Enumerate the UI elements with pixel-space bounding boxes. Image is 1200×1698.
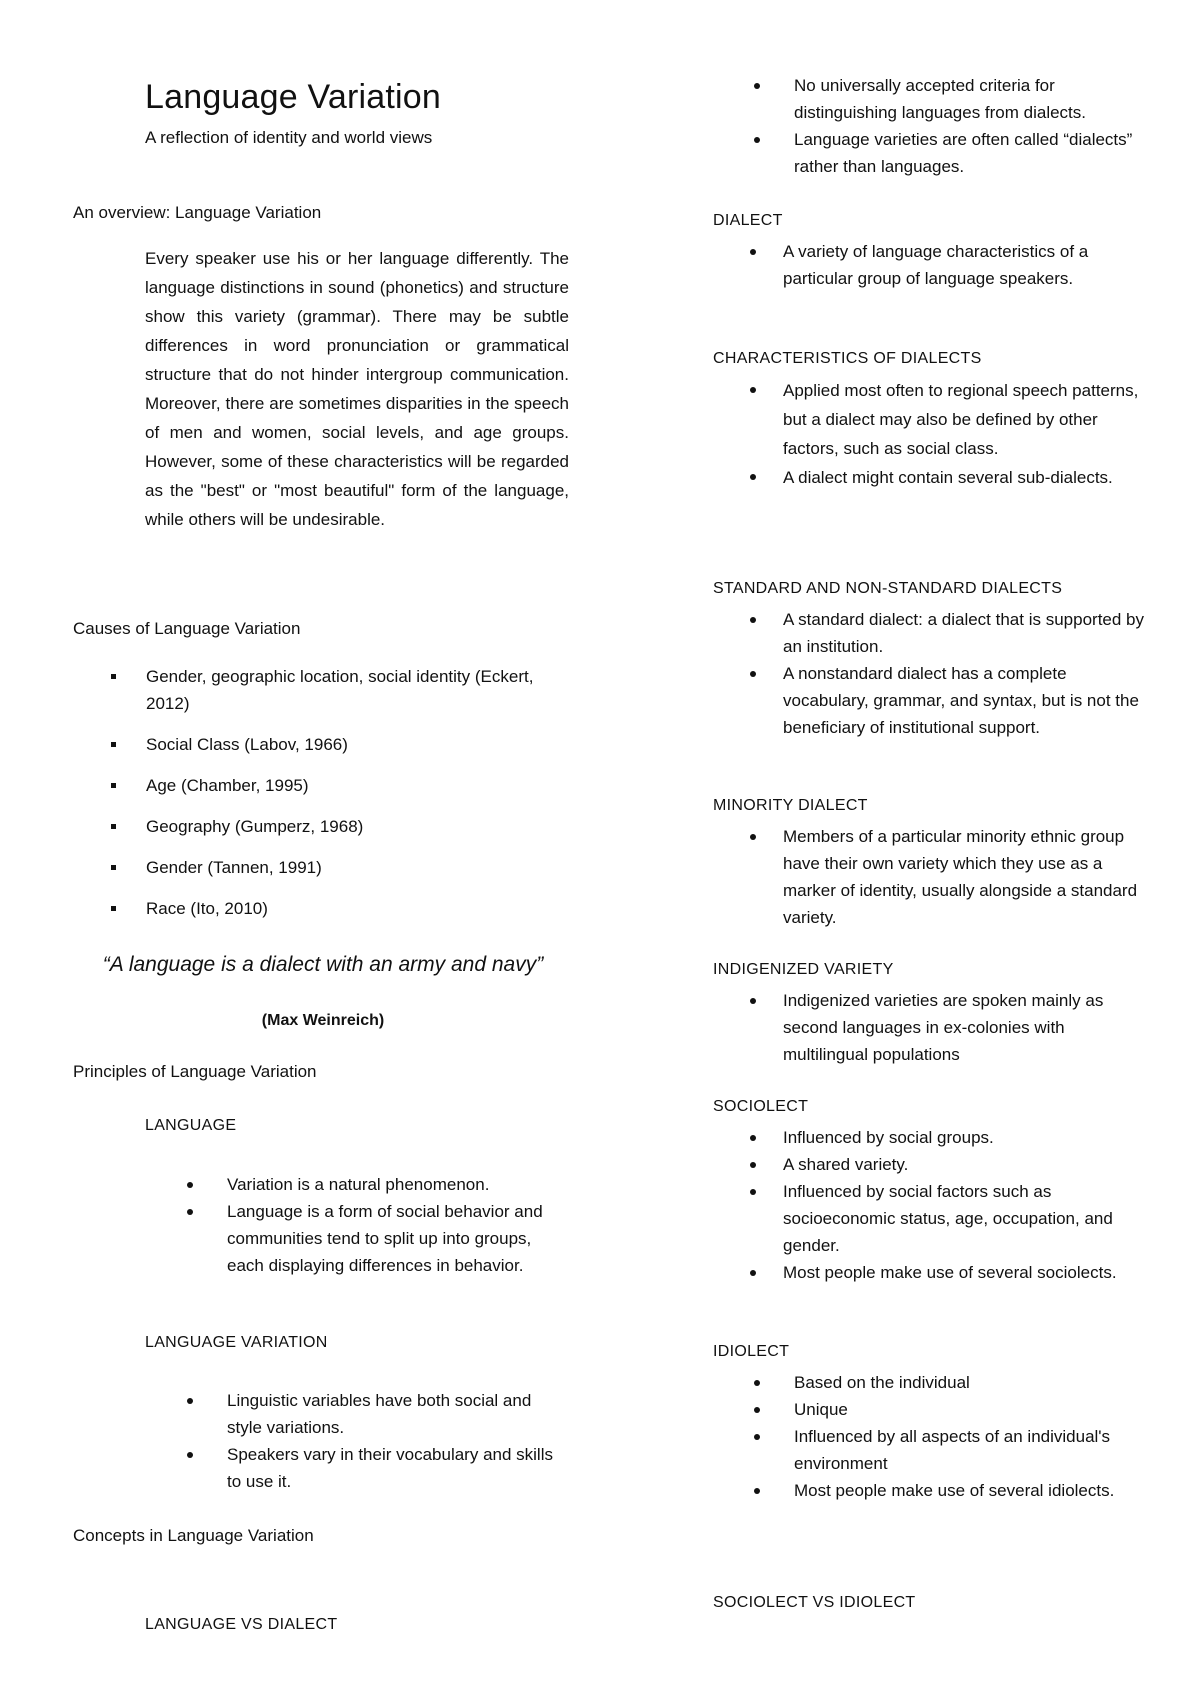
- bullet-icon: [750, 387, 756, 393]
- list-item: Social Class (Labov, 1966): [73, 731, 573, 758]
- language-dialect-list: [750, 72, 1150, 180]
- list-item: Race (Ito, 2010): [73, 895, 573, 922]
- idiolect-list: [750, 1369, 1150, 1504]
- sociolect-vs-idiolect-heading: SOCIOLECT VS IDIOLECT: [713, 1594, 916, 1611]
- list-item: Gender, geographic location, social identity (Eckert, 2012): [73, 663, 573, 717]
- standard-dialects-heading: STANDARD AND NON-STANDARD DIALECTS: [713, 580, 1063, 597]
- list-item: Influenced by social factors such as socioeconomic status, age, occupation, and gender.: [743, 1178, 1153, 1259]
- concepts-heading: Concepts in Language Variation: [73, 1526, 314, 1545]
- bullet-icon: [187, 1209, 193, 1215]
- square-bullet-icon: [111, 906, 116, 911]
- list-item: Unique: [750, 1396, 1150, 1423]
- list-item: Language is a form of social behavior and communities tend to split up into groups, each displaying differences in behavior.: [183, 1198, 563, 1279]
- bullet-icon: [754, 137, 760, 143]
- list-item: Based on the individual: [750, 1369, 1150, 1396]
- list-item: A standard dialect: a dialect that is supported by an institution.: [743, 606, 1153, 660]
- bullet-icon: [750, 249, 756, 255]
- bullet-icon: [750, 1270, 756, 1276]
- bullet-icon: [750, 474, 756, 480]
- overview-paragraph: Every speaker use his or her language differently. The language distinctions in sound (phonetics) and structure show this variety (grammar). There may be subtle differences in word pronunciation or grammatical structure that do not hinder intergroup communication. Moreover, there are sometimes disparities in the speech of men and women, social levels, and age groups. However, some of these characteristics will be regarded as the "best" or "most beautiful" form of the language, while others will be undesirable.: [145, 249, 569, 529]
- list-item: A shared variety.: [743, 1151, 1153, 1178]
- bullet-icon: [750, 1162, 756, 1168]
- language-list: [183, 1171, 563, 1279]
- document-title: Language Variation: [145, 78, 441, 116]
- list-item: Influenced by all aspects of an individual's environment: [750, 1423, 1150, 1477]
- list-item: Linguistic variables have both social and style variations.: [183, 1387, 563, 1441]
- list-item: A nonstandard dialect has a complete vocabulary, grammar, and syntax, but is not the beneficiary of institutional support.: [743, 660, 1153, 741]
- sociolect-list: [743, 1124, 1153, 1286]
- list-item: Language varieties are often called “dialects” rather than languages.: [750, 126, 1150, 180]
- overview-heading: An overview: Language Variation: [73, 203, 322, 222]
- bullet-icon: [754, 83, 760, 89]
- bullet-icon: [754, 1380, 760, 1386]
- square-bullet-icon: [111, 674, 116, 679]
- bullet-icon: [750, 671, 756, 677]
- principles-heading: Principles of Language Variation: [73, 1062, 317, 1081]
- characteristics-list: [743, 376, 1153, 492]
- dialect-heading: DIALECT: [713, 212, 783, 229]
- quote-author: (Max Weinreich): [261, 1012, 385, 1029]
- bullet-icon: [750, 834, 756, 840]
- list-item: Variation is a natural phenomenon.: [183, 1171, 563, 1198]
- list-item: A variety of language characteristics of a particular group of language speakers.: [743, 238, 1153, 292]
- standard-dialects-list: [743, 606, 1153, 741]
- indigenized-variety-heading: INDIGENIZED VARIETY: [713, 961, 894, 978]
- language-variation-subheading: LANGUAGE VARIATION: [145, 1334, 328, 1351]
- sociolect-heading: SOCIOLECT: [713, 1098, 809, 1115]
- square-bullet-icon: [111, 783, 116, 788]
- dialect-list: [743, 238, 1153, 292]
- list-item: Applied most often to regional speech patterns, but a dialect may also be defined by other factors, such as social class.: [743, 376, 1153, 463]
- list-item: Most people make use of several idiolects.: [750, 1477, 1150, 1504]
- bullet-icon: [187, 1398, 193, 1404]
- idiolect-heading: IDIOLECT: [713, 1343, 790, 1360]
- bullet-icon: [750, 998, 756, 1004]
- language-vs-dialect-subheading: LANGUAGE VS DIALECT: [145, 1616, 338, 1633]
- document-subtitle: A reflection of identity and world views: [145, 128, 433, 147]
- bullet-icon: [187, 1182, 193, 1188]
- bullet-icon: [750, 1135, 756, 1141]
- list-item: Most people make use of several sociolects.: [743, 1259, 1153, 1286]
- square-bullet-icon: [111, 824, 116, 829]
- list-item: Members of a particular minority ethnic group have their own variety which they use as a marker of identity, usually alongside a standard variety.: [743, 823, 1153, 931]
- bullet-icon: [750, 617, 756, 623]
- list-item: A dialect might contain several sub-dialects.: [743, 463, 1153, 492]
- list-item: Age (Chamber, 1995): [73, 772, 573, 799]
- list-item: No universally accepted criteria for distinguishing languages from dialects.: [750, 72, 1150, 126]
- bullet-icon: [750, 1189, 756, 1195]
- bullet-icon: [754, 1407, 760, 1413]
- bullet-icon: [754, 1488, 760, 1494]
- minority-dialect-list: [743, 823, 1153, 931]
- list-item: Speakers vary in their vocabulary and skills to use it.: [183, 1441, 563, 1495]
- indigenized-variety-list: [743, 987, 1153, 1068]
- square-bullet-icon: [111, 865, 116, 870]
- causes-heading: Causes of Language Variation: [73, 619, 301, 638]
- bullet-icon: [187, 1452, 193, 1458]
- list-item: Gender (Tannen, 1991): [73, 854, 573, 881]
- quote-text: “A language is a dialect with an army and navy”: [102, 953, 544, 976]
- language-subheading: LANGUAGE: [145, 1117, 237, 1134]
- list-item: Influenced by social groups.: [743, 1124, 1153, 1151]
- causes-list: [73, 663, 573, 936]
- list-item: Indigenized varieties are spoken mainly as second languages in ex-colonies with multilingual populations: [743, 987, 1153, 1068]
- language-variation-list: [183, 1387, 563, 1495]
- square-bullet-icon: [111, 742, 116, 747]
- characteristics-heading: CHARACTERISTICS OF DIALECTS: [713, 350, 982, 367]
- list-item: Geography (Gumperz, 1968): [73, 813, 573, 840]
- bullet-icon: [754, 1434, 760, 1440]
- minority-dialect-heading: MINORITY DIALECT: [713, 797, 868, 814]
